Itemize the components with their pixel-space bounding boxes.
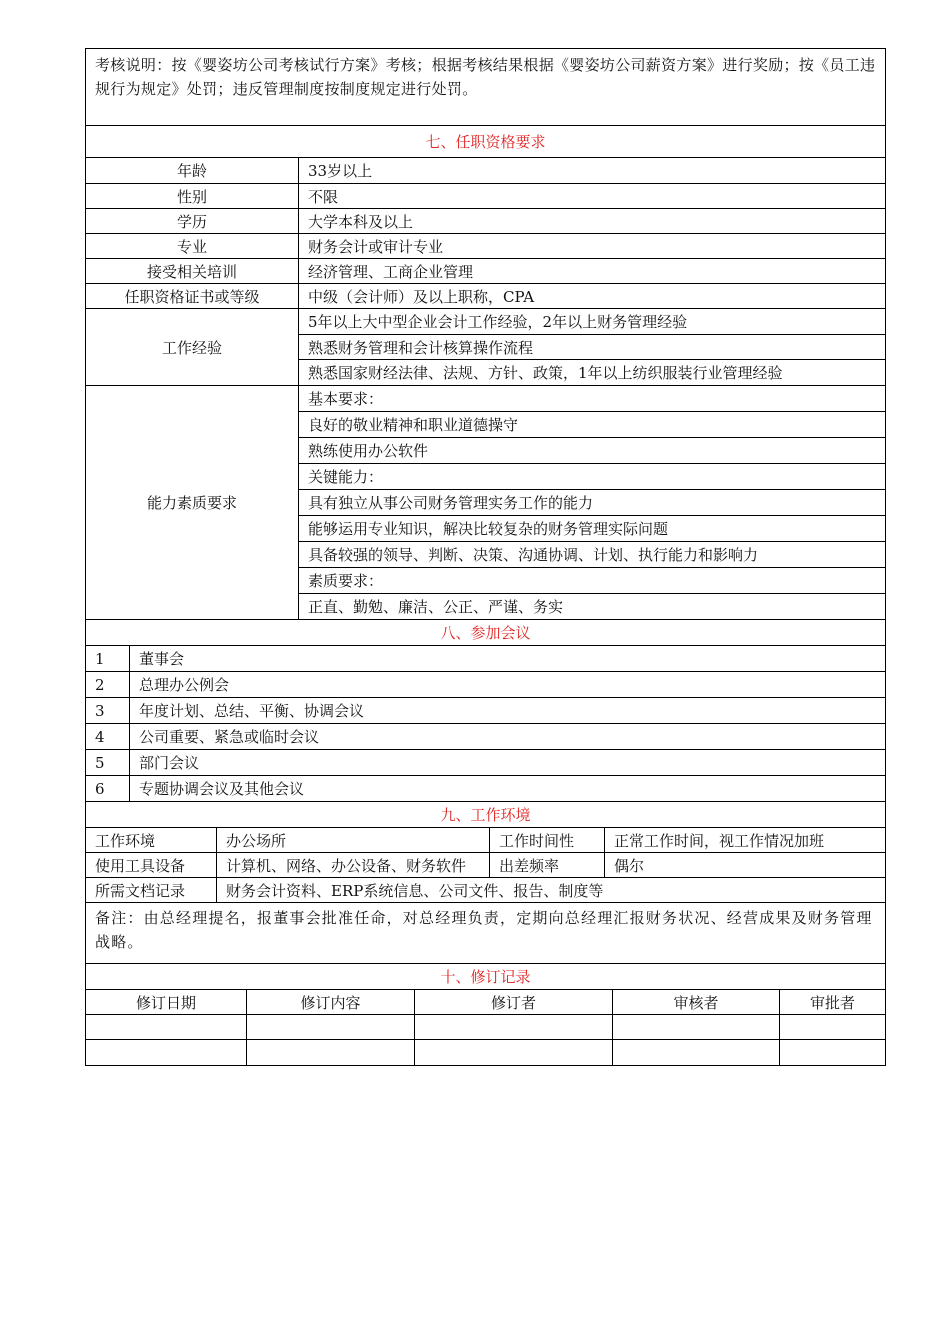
section7-title: 七、任职资格要求 xyxy=(425,133,546,151)
assessment-note xyxy=(86,49,885,125)
section10-title: 十、修订记录 xyxy=(440,968,531,986)
travel-value: 偶尔 xyxy=(604,853,885,877)
qualification-row xyxy=(85,259,886,284)
docs-label: 所需文档记录 xyxy=(95,881,186,900)
section9-title-row xyxy=(85,802,886,828)
revision-cell xyxy=(414,1040,612,1065)
meeting-name: 部门会议 xyxy=(129,750,885,775)
tools-label: 使用工具设备 xyxy=(95,856,186,875)
qualification-row xyxy=(85,284,886,309)
ability-item: 具备较强的领导、判断、决策、沟通协调、计划、执行能力和影响力 xyxy=(299,542,885,568)
meeting-number: 1 xyxy=(95,649,105,668)
tools-value: 计算机、网络、办公设备、财务软件 xyxy=(216,853,489,877)
work-experience-items xyxy=(298,309,885,385)
revision-header-row xyxy=(85,990,886,1015)
assessment-note-row xyxy=(85,48,886,126)
ability-item: 良好的敬业精神和职业道德操守 xyxy=(299,412,885,438)
qualification-value: 33岁以上 xyxy=(298,158,885,183)
qualification-value: 大学本科及以上 xyxy=(298,209,885,233)
revision-header-reviser: 修订者 xyxy=(414,990,612,1014)
meeting-number: 6 xyxy=(95,779,105,798)
ability-item: 具有独立从事公司财务管理实务工作的能力 xyxy=(299,490,885,516)
revision-header-approver: 审批者 xyxy=(779,990,885,1014)
remark-row xyxy=(85,903,886,964)
qualification-value: 中级（会计师）及以上职称，CPA xyxy=(298,284,885,308)
travel-label: 出差频率 xyxy=(489,853,604,877)
experience-item: 5年以上大中型企业会计工作经验，2年以上财务管理经验 xyxy=(299,309,885,335)
ability-item: 能够运用专业知识，解决比较复杂的财务管理实际问题 xyxy=(299,516,885,542)
meeting-row xyxy=(85,776,886,802)
experience-item: 熟悉财务管理和会计核算操作流程 xyxy=(299,335,885,361)
revision-cell xyxy=(86,1015,246,1039)
revision-empty-row xyxy=(85,1040,886,1066)
work-experience-label: 工作经验 xyxy=(161,338,222,357)
revision-cell xyxy=(779,1015,885,1039)
ability-item: 关键能力： xyxy=(299,464,885,490)
meeting-number: 3 xyxy=(95,701,105,720)
env-row xyxy=(85,828,886,853)
revision-cell xyxy=(246,1040,414,1065)
remark-text: 备注：由总经理提名，报董事会批准任命，对总经理负责，定期向总经理汇报财务状况、经营成果及财务管理战略。 xyxy=(95,909,873,951)
revision-header-content: 修订内容 xyxy=(246,990,414,1014)
ability-label: 能力素质要求 xyxy=(146,494,237,512)
section8-title-row xyxy=(85,620,886,646)
section10-title-row xyxy=(85,964,886,990)
qualification-value: 经济管理、工商企业管理 xyxy=(298,259,885,283)
revision-header-reviewer: 审核者 xyxy=(612,990,779,1014)
time-label: 工作时间性 xyxy=(489,828,604,852)
qualification-value: 财务会计或审计专业 xyxy=(298,234,885,258)
qualification-value: 不限 xyxy=(298,184,885,208)
docs-row xyxy=(85,878,886,903)
meeting-row xyxy=(85,750,886,776)
meeting-number: 5 xyxy=(95,753,105,772)
revision-header-date: 修订日期 xyxy=(135,993,196,1012)
meeting-number: 2 xyxy=(95,675,105,694)
work-experience-row xyxy=(85,309,886,386)
job-description-table xyxy=(85,48,886,1066)
qualification-label: 接受相关培训 xyxy=(146,262,237,281)
section9-title: 九、工作环境 xyxy=(440,806,531,824)
qualification-label: 学历 xyxy=(176,212,207,231)
docs-value: 财务会计资料、ERP系统信息、公司文件、报告、制度等 xyxy=(216,878,885,902)
ability-item: 素质要求： xyxy=(299,568,885,594)
ability-row xyxy=(85,386,886,620)
tools-row xyxy=(85,853,886,878)
ability-item: 正直、勤勉、廉洁、公正、严谨、务实 xyxy=(308,598,564,616)
env-label: 工作环境 xyxy=(95,831,156,850)
revision-cell xyxy=(86,1040,246,1065)
env-value: 办公场所 xyxy=(216,828,489,852)
meeting-row xyxy=(85,724,886,750)
qualification-label: 专业 xyxy=(176,237,207,256)
meeting-name: 公司重要、紧急或临时会议 xyxy=(129,724,885,749)
section8-title: 八、参加会议 xyxy=(440,624,531,642)
ability-items xyxy=(298,386,885,619)
revision-cell xyxy=(414,1015,612,1039)
experience-item: 熟悉国家财经法律、法规、方针、政策，1年以上纺织服装行业管理经验 xyxy=(308,364,783,383)
section7-title-row xyxy=(85,126,886,158)
ability-item: 基本要求： xyxy=(299,386,885,412)
meeting-name: 董事会 xyxy=(129,646,885,671)
remark xyxy=(86,903,885,963)
meeting-name: 年度计划、总结、平衡、协调会议 xyxy=(129,698,885,723)
qualification-label: 任职资格证书或等级 xyxy=(124,287,260,306)
meeting-number: 4 xyxy=(95,727,105,746)
meeting-name: 专题协调会议及其他会议 xyxy=(129,776,885,801)
meeting-row xyxy=(85,646,886,672)
assessment-note-text: 考核说明：按《婴姿坊公司考核试行方案》考核；根据考核结果根据《婴姿坊公司薪资方案》进行奖励；按《员工违规行为规定》处罚；违反管理制度按制度规定进行处罚。 xyxy=(95,56,876,98)
qualification-row xyxy=(85,158,886,184)
qualification-row xyxy=(85,184,886,209)
revision-empty-row xyxy=(85,1015,886,1040)
revision-cell xyxy=(246,1015,414,1039)
meeting-name: 总理办公例会 xyxy=(129,672,885,697)
revision-cell xyxy=(612,1040,779,1065)
meeting-row xyxy=(85,672,886,698)
qualification-row xyxy=(85,234,886,259)
meeting-row xyxy=(85,698,886,724)
qualification-label: 性别 xyxy=(176,187,207,206)
revision-cell xyxy=(779,1040,885,1065)
revision-cell xyxy=(612,1015,779,1039)
time-value: 正常工作时间，视工作情况加班 xyxy=(604,828,885,852)
qualification-row xyxy=(85,209,886,234)
ability-item: 熟练使用办公软件 xyxy=(299,438,885,464)
qualification-label: 年龄 xyxy=(176,162,207,180)
